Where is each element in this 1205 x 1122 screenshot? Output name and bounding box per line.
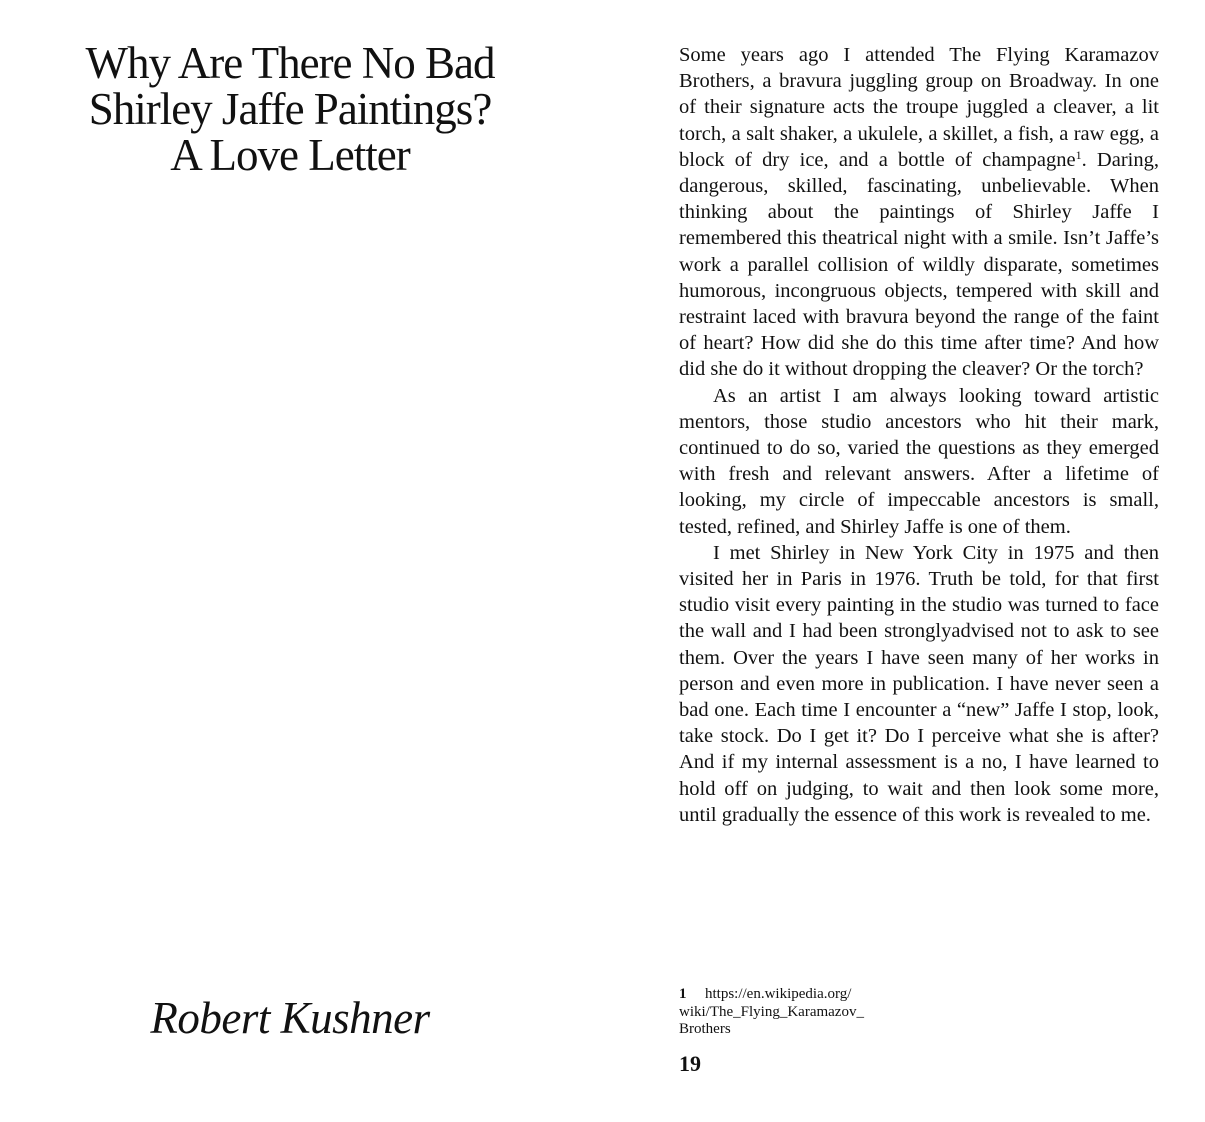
paragraph-1 xyxy=(679,42,1159,383)
title-line: Why Are There No Bad xyxy=(85,38,495,88)
article-body xyxy=(679,42,1159,828)
paragraph-2: As an artist I am always looking toward artistic mentors, those studio ancestors who hit their mark, continued to do so, varied the questions as they emerged with fresh and relevant answers. After a lifetime of looking, my circle of impeccable ancestors is small, tested, refined, and Shirley Jaffe is one of them. xyxy=(679,384,1159,538)
title-line: A Love Letter xyxy=(170,130,410,180)
footnote-url-part[interactable]: wiki/The_Flying_Karamazov_ xyxy=(679,1003,864,1020)
paragraph-3: I met Shirley in New York City in 1975 and then visited her in Paris in 1976. Truth be told, for that first studio visit every painting in the studio was turned to face the wall and I had been stronglyadvised not to ask to see them. Over the years I have seen many of her works in person and even more in publication. I have never seen a bad one. Each time I encounter a “new” Jaffe I stop, look, take stock. Do I get it? Do I perceive what she is after? And if my internal assessment is a no, I have learned to hold off on judging, to wait and then look some more, until gradually the essence of this work is revealed to me. xyxy=(679,541,1159,826)
author-name: Robert Kushner xyxy=(150,993,430,1043)
footnote-number: 1 xyxy=(679,986,687,1002)
footnote xyxy=(679,986,919,1039)
paragraph-1-text-b: . Daring, dangerous, skilled, fascinating, unbelievable. When thinking about the paintings of Shirley Jaffe I remembered this theatrical night with a smile. Isn’t Jaffe’s work a parallel collision of wildly disparate, sometimes humorous, incongruous objects, tempered with skill and restraint laced with bravura beyond the range of the faint of heart? How did she do this time after time? And how did she do it without dropping the cleaver? Or the torch? xyxy=(679,148,1159,381)
footnote-url-part[interactable]: https://en.wikipedia.org/ xyxy=(705,986,852,1002)
footnote-reference[interactable]: 1 xyxy=(1075,147,1082,162)
footnote-line xyxy=(679,986,919,1004)
page-number: 19 xyxy=(679,1051,701,1076)
paragraph-1-text-a: Some years ago I attended The Flying Karamazov Brothers, a bravura juggling group on Broadway. In one of their signature acts the troupe juggled a cleaver, a lit torch, a salt shaker, a ukulele, a skillet, a fish, a raw egg, a block of dry ice, and a bottle of champagne xyxy=(679,44,1159,171)
title-line: Shirley Jaffe Paintings? xyxy=(88,84,492,134)
footnote-url-part[interactable]: Brothers xyxy=(679,1021,731,1037)
essay-title xyxy=(30,40,550,178)
